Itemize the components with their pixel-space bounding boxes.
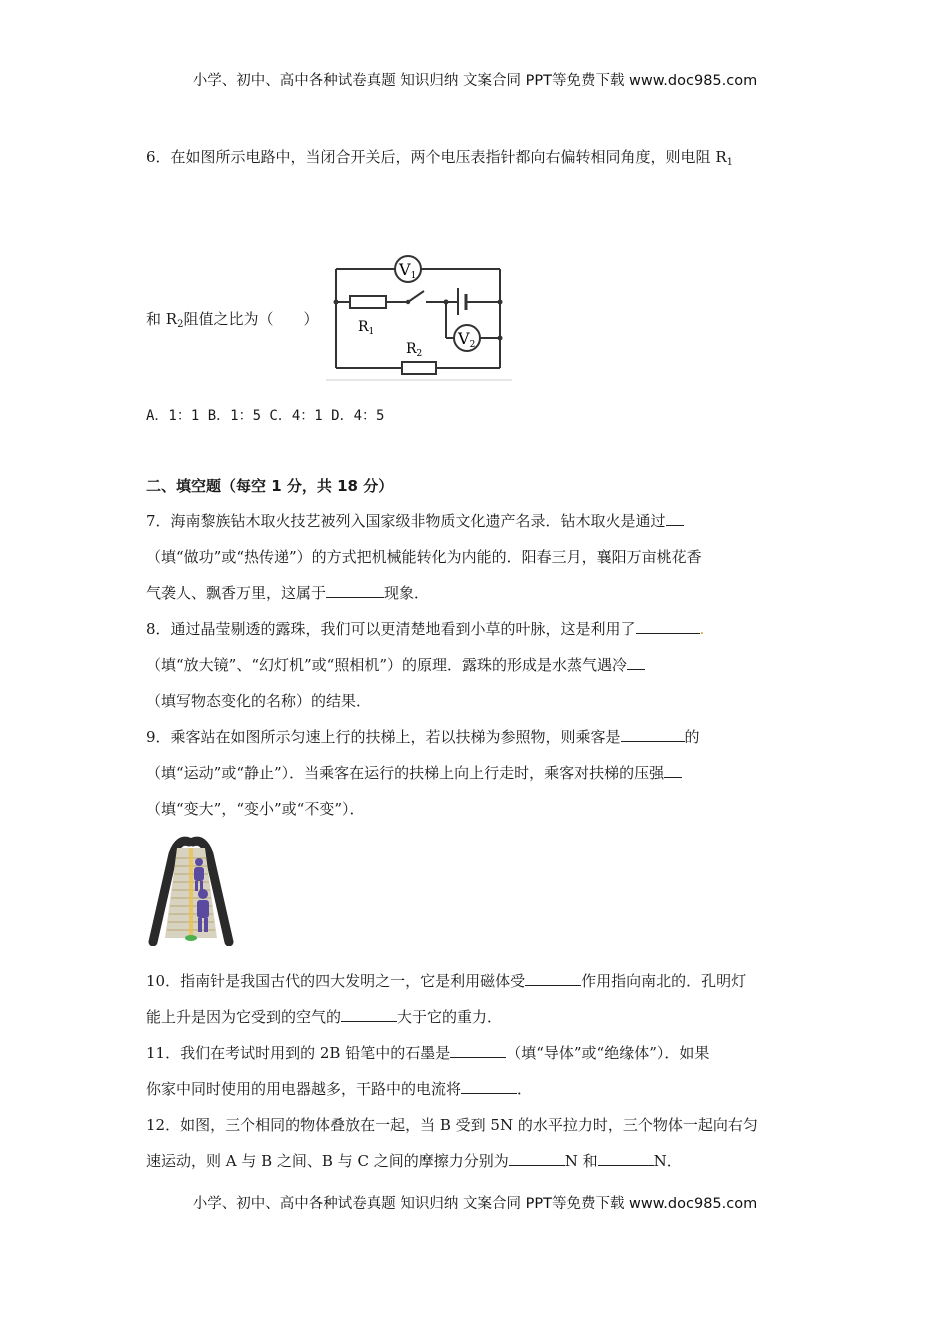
q11-line1: 11．我们在考试时用到的 2B 铅笔中的石墨是 （填“导体”或“绝缘体”）．如果	[146, 1044, 710, 1062]
q8-blank2[interactable]	[627, 655, 645, 670]
v1-label: V1	[399, 260, 417, 281]
q11-blank1[interactable]	[450, 1043, 506, 1058]
q7-blank1[interactable]	[666, 511, 684, 526]
q6-line1: 6．在如图所示电路中，当闭合开关后，两个电压表指针都向右偏转相同角度，则电阻 $R_1$	[146, 148, 733, 168]
q8-line2: （填“放大镜”、“幻灯机”或“照相机”）的原理．露珠的形成是水蒸气遇冷	[146, 655, 645, 675]
q9-blank2[interactable]	[664, 763, 682, 778]
q9-blank1[interactable]	[621, 727, 685, 742]
q8-line3: （填写物态变化的名称）的结果．	[146, 692, 372, 710]
q11-line2: 你家中同时使用的用电器越多，干路中的电流将 ．	[146, 1080, 533, 1098]
q8-line1: 8．通过晶莹剔透的露珠，我们可以更清楚地看到小草的叶脉，这是利用了 .	[146, 620, 705, 638]
r1-label: $R_1$	[358, 319, 375, 337]
q12-line1: 12．如图，三个相同的物体叠放在一起，当 B 受到 5N 的水平拉力时，三个物体一起向右匀	[146, 1116, 758, 1134]
q12-line2: 速运动，则 A 与 B 之间、B 与 C 之间的摩擦力分别为 N 和 N．	[146, 1152, 682, 1170]
q12-blank1[interactable]	[509, 1151, 565, 1166]
q11-blank2[interactable]	[461, 1079, 517, 1094]
q9-line2: （填“运动”或“静止”）．当乘客在运行的扶梯上向上行走时，乘客对扶梯的压强	[146, 763, 682, 783]
q9-line1: 9．乘客站在如图所示匀速上行的扶梯上，若以扶梯为参照物，则乘客是 的	[146, 728, 700, 746]
accent-dot: .	[699, 620, 705, 638]
q10-line1: 10．指南针是我国古代的四大发明之一，它是利用磁体受 作用指向南北的．孔明灯	[146, 972, 747, 990]
section2-title: 二、填空题（每空 1 分，共 18 分）	[146, 477, 394, 495]
escalator-figure	[143, 834, 239, 946]
page-footer: 小学、初中、高中各种试卷真题 知识归纳 文案合同 PPT等免费下载 www.doc985.com	[192, 1196, 758, 1212]
q7-line2: （填“做功”或“热传递”）的方式把机械能转化为内能的．阳春三月，襄阳万亩桃花香	[146, 548, 702, 566]
q7-blank2[interactable]	[326, 583, 384, 598]
q10-blank2[interactable]	[341, 1007, 397, 1022]
q7-line3: 气袭人、飘香万里，这属于 现象．	[146, 584, 430, 602]
q10-line2: 能上升是因为它受到的空气的 大于它的重力．	[146, 1008, 503, 1026]
q12-blank2[interactable]	[598, 1151, 654, 1166]
v2-label: V2	[458, 329, 476, 350]
q6-line2: 和 $R_2$阻值之比为（ ）	[146, 310, 319, 330]
q9-line3: （填“变大”，“变小”或“不变”）．	[146, 800, 365, 818]
circuit-diagram-figure	[326, 255, 514, 381]
page-header: 小学、初中、高中各种试卷真题 知识归纳 文案合同 PPT等免费下载 www.doc985.com	[192, 73, 758, 89]
q7-line1: 7．海南黎族钻木取火技艺被列入国家级非物质文化遗产名录．钻木取火是通过	[146, 511, 684, 531]
q10-blank1[interactable]	[525, 971, 581, 986]
q8-blank1[interactable]	[636, 619, 700, 634]
q6-options: A．1：1 B．1：5 C．4：1 D．4：5	[146, 408, 385, 424]
r2-label: $R_2$	[406, 341, 423, 359]
